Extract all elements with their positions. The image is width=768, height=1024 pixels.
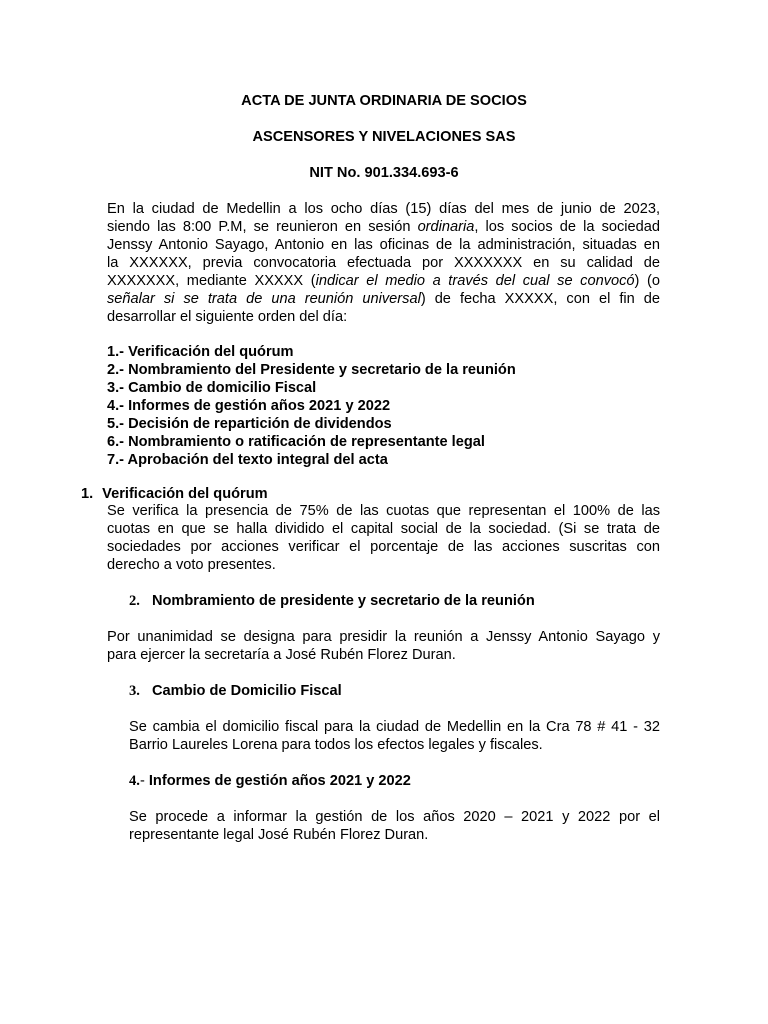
intro-line: la XXXXXX, previa convocatoria efectuada por XXXXXXX en su calidad de [107,255,660,271]
agenda-item: 1.- Verificación del quórum [107,344,294,360]
section-4-line: representante legal José Rubén Florez Duran. [129,827,429,843]
section-2-title: Nombramiento de presidente y secretario de la reunión [151,593,535,609]
section-3-line: Barrio Laureles Lorena para todos los efectos legales y fiscales. [129,737,543,753]
section-2-heading [129,592,535,610]
agenda-list [107,343,516,469]
agenda-item: 3.- Cambio de domicilio Fiscal [107,380,317,396]
section-2-line: para ejercer la secretaría a José Rubén Florez Duran. [107,647,456,663]
section-1-title: Verificación del quórum [102,486,268,502]
section-2-line: Por unanimidad se designa para presidir la reunión a Jenssy Antonio Sayago y [107,629,660,645]
intro-line: Jenssy Antonio Sayago, Antonio en las oficinas de la administración, situadas en [107,237,660,253]
section-3-number: 3. [129,683,140,699]
section-1-body [107,502,660,574]
section-1-heading [81,485,268,503]
intro-line: siendo las 8:00 P.M, se reunieron en sesión ordinaria, los socios de la sociedad [107,219,660,235]
intro-line: desarrollar el siguiente orden del día: [107,309,348,325]
section-3-line: Se cambia el domicilio fiscal para la ciudad de Medellin en la Cra 78 # 41 - 32 [129,719,660,735]
intro-line: XXXXXXX, mediante XXXXX (indicar el medio a través del cual se convocó) (o [107,273,661,289]
company-nit: NIT No. 901.334.693-6 [309,165,459,181]
section-2-body [107,628,660,664]
intro-line: En la ciudad de Medellin a los ocho días (15) días del mes de junio de 2023, [107,201,660,217]
agenda-item: 2.- Nombramiento del Presidente y secretario de la reunión [107,362,516,378]
section-1-line: derecho a voto presentes. [107,557,276,573]
company-name: ASCENSORES Y NIVELACIONES SAS [252,129,516,145]
intro-paragraph [107,200,660,326]
section-4-dash: - [139,773,149,789]
document-title: ACTA DE JUNTA ORDINARIA DE SOCIOS [241,93,527,109]
agenda-item: 7.- Aprobación del texto integral del acta [107,452,388,468]
section-1-line: Se verifica la presencia de 75% de las cuotas que representan el 100% de las [107,503,660,519]
section-3-heading [129,682,342,700]
section-1-line: cuotas en que se halla dividido el capital social de la sociedad. (Si se trata de [107,521,660,537]
agenda-item: 6.- Nombramiento o ratificación de representante legal [107,434,485,450]
section-3-body [129,718,660,754]
section-3-title: Cambio de Domicilio Fiscal [151,683,342,699]
section-4-title: Informes de gestión años 2021 y 2022 [148,773,411,789]
section-4-body [129,808,660,844]
section-1-number: 1. [81,486,94,502]
section-2-number: 2. [129,593,140,609]
section-4-heading [129,772,411,790]
agenda-item: 4.- Informes de gestión años 2021 y 2022 [107,398,391,414]
intro-line: señalar si se trata de una reunión universal) de fecha XXXXX, con el fin de [107,291,660,307]
agenda-item: 5.- Decisión de repartición de dividendos [107,416,392,432]
section-1-line: sociedades por acciones verificar el porcentaje de las acciones suscritas con [107,539,660,555]
section-4-line: Se procede a informar la gestión de los años 2020 – 2021 y 2022 por el [129,809,660,825]
section-4-number: 4. [129,773,140,789]
